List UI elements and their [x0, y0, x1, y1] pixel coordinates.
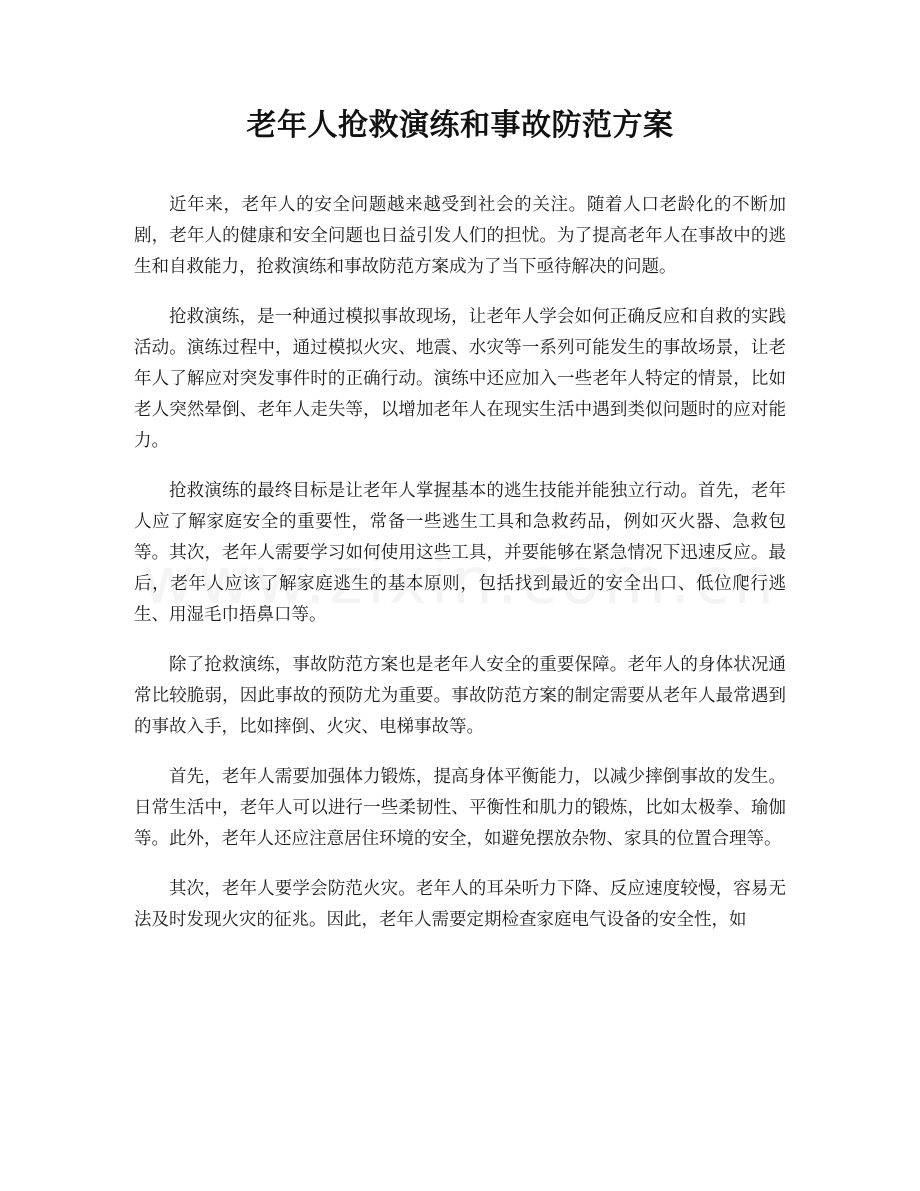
paragraph-2: 抢救演练，是一种通过模拟事故现场，让老年人学会如何正确反应和自救的实践活动。演练过程中，通过模拟火灾、地震、水灾等一系列可能发生的事故场景，让老年人了解应对突发事件时的正确行动。演练中还应加入一些老年人特定的情景，比如老人突然晕倒、老年人走失等，以增加老年人在现实生活中遇到类似问题时的应对能力。: [134, 307, 786, 451]
document-title: 老年人抢救演练和事故防范方案: [246, 108, 674, 143]
paragraph-1: 近年来，老年人的安全问题越来越受到社会的关注。随着人口老龄化的不断加剧，老年人的健康和安全问题也日益引发人们的担忧。为了提高老年人在事故中的逃生和自救能力，抢救演练和事故防范方案成为了当下亟待解决的问题。: [134, 195, 786, 277]
paragraph-3: 抢救演练的最终目标是让老年人掌握基本的逃生技能并能独立行动。首先，老年人应了解家庭安全的重要性，常备一些逃生工具和急救药品，例如灭火器、急救包等。其次，老年人需要学习如何使用这些工具，并要能够在紧急情况下迅速反应。最后，老年人应该了解家庭逃生的基本原则，包括找到最近的安全出口、低位爬行逃生、用湿毛巾捂鼻口等。: [134, 481, 786, 625]
paragraph-6: 其次，老年人要学会防范火灾。老年人的耳朵听力下降、反应速度较慢，容易无法及时发现火灾的征兆。因此，老年人需要定期检查家庭电气设备的安全性，如: [134, 879, 786, 930]
paragraph-5: 首先，老年人需要加强体力锻炼，提高身体平衡能力，以减少摔倒事故的发生。日常生活中，老年人可以进行一些柔韧性、平衡性和肌力的锻炼，比如太极拳、瑜伽等。此外，老年人还应注意居住环境的安全，如避免摆放杂物、家具的位置合理等。: [134, 767, 786, 849]
paragraph-4: 除了抢救演练，事故防范方案也是老年人安全的重要保障。老年人的身体状况通常比较脆弱，因此事故的预防尤为重要。事故防范方案的制定需要从老年人最常遇到的事故入手，比如摔倒、火灾、电梯事故等。: [134, 655, 786, 737]
